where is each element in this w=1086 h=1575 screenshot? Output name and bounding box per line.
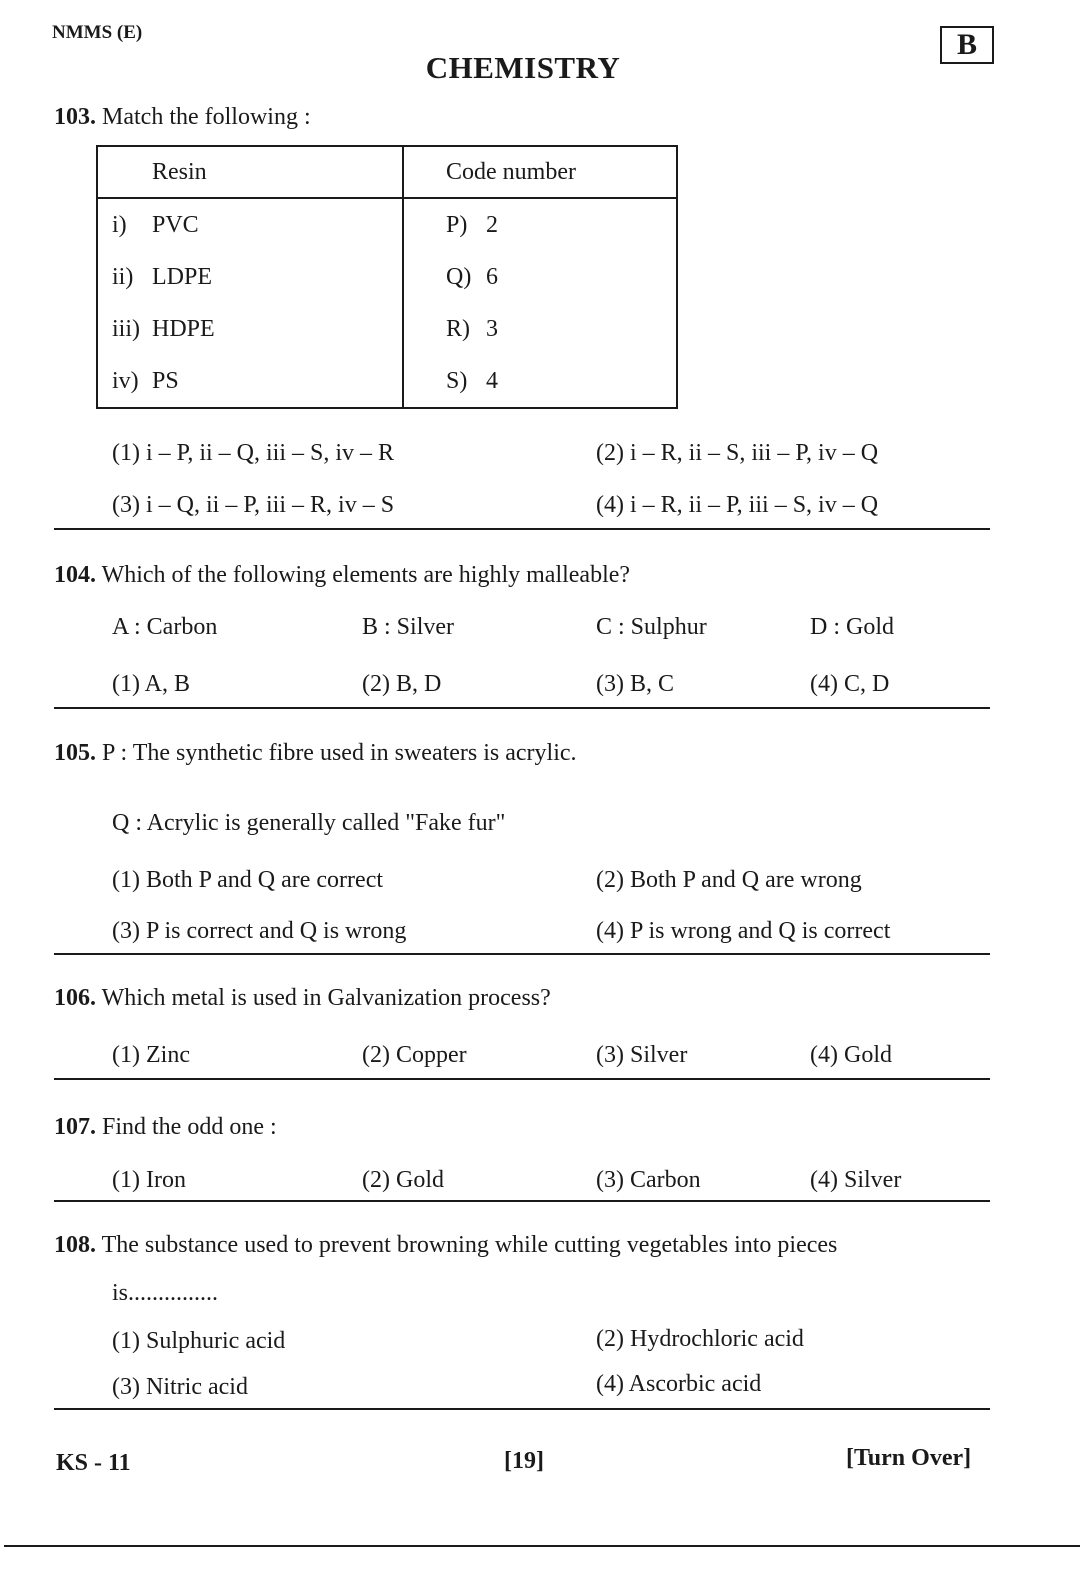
item-c: C : Sulphur <box>596 614 707 640</box>
question-text: The substance used to prevent browning while cutting vegetables into pieces <box>101 1232 838 1258</box>
page-number: [19] <box>504 1448 544 1474</box>
option-4[interactable]: (4) Silver <box>810 1167 902 1193</box>
exam-code: NMMS (E) <box>52 22 143 43</box>
divider <box>54 1200 990 1202</box>
question-108 <box>54 1232 837 1259</box>
option-2[interactable]: (2) Copper <box>362 1042 467 1068</box>
option-4[interactable]: (4) P is wrong and Q is correct <box>596 918 891 944</box>
option-2[interactable]: (2) Gold <box>362 1167 444 1193</box>
question-105 <box>54 740 577 767</box>
question-104 <box>54 562 630 589</box>
item-b: B : Silver <box>362 614 455 640</box>
subject-title: CHEMISTRY <box>425 50 621 85</box>
resin-cell <box>97 355 403 408</box>
option-3[interactable]: (3) Silver <box>596 1042 688 1068</box>
question-text: Which of the following elements are highly malleable? <box>101 562 631 588</box>
table-row <box>97 251 677 303</box>
set-badge: B <box>940 26 994 64</box>
table-row <box>97 303 677 355</box>
option-1[interactable]: (1) A, B <box>112 671 190 697</box>
table-row <box>97 355 677 408</box>
letter-label: R) <box>446 315 470 342</box>
code-value: 6 <box>486 263 498 290</box>
code-cell <box>403 198 677 251</box>
question-text: Which metal is used in Galvanization process? <box>101 985 551 1011</box>
question-number: 105. <box>54 740 96 766</box>
divider <box>54 953 990 955</box>
roman-label: iv) <box>112 367 139 394</box>
option-1[interactable]: (1) Iron <box>112 1167 186 1193</box>
option-2[interactable]: (2) Hydrochloric acid <box>596 1326 804 1352</box>
resin-name: PVC <box>152 211 199 238</box>
option-4[interactable]: (4) Gold <box>810 1042 892 1068</box>
item-a: A : Carbon <box>112 614 218 640</box>
header-code-number: Code number <box>403 146 677 198</box>
option-1[interactable]: (1) i – P, ii – Q, iii – S, iv – R <box>112 440 395 466</box>
code-cell <box>403 251 677 303</box>
footer-code: KS - 11 <box>56 1450 131 1476</box>
question-number: 108. <box>54 1232 96 1258</box>
match-table-header <box>97 146 677 198</box>
question-107 <box>54 1114 277 1141</box>
option-1[interactable]: (1) Zinc <box>112 1042 190 1068</box>
question-text-continued: is............... <box>112 1280 219 1306</box>
option-2[interactable]: (2) Both P and Q are wrong <box>596 867 862 893</box>
roman-label: iii) <box>112 315 140 342</box>
statement-p: P : The synthetic fibre used in sweaters is acrylic. <box>102 740 577 766</box>
option-3[interactable]: (3) Carbon <box>596 1167 701 1193</box>
option-3[interactable]: (3) B, C <box>596 671 674 697</box>
question-text: Match the following : <box>102 104 311 130</box>
option-3[interactable]: (3) Nitric acid <box>112 1374 248 1400</box>
turn-over-label: [Turn Over] <box>846 1445 972 1471</box>
question-number: 106. <box>54 985 96 1011</box>
code-cell <box>403 355 677 408</box>
statement-q: Q : Acrylic is generally called "Fake fur" <box>112 810 506 836</box>
option-1[interactable]: (1) Sulphuric acid <box>112 1328 286 1354</box>
resin-name: HDPE <box>152 315 215 342</box>
option-4[interactable]: (4) C, D <box>810 671 890 697</box>
letter-label: P) <box>446 211 468 238</box>
option-4[interactable]: (4) i – R, ii – P, iii – S, iv – Q <box>596 492 879 518</box>
code-value: 3 <box>486 315 498 342</box>
option-4[interactable]: (4) Ascorbic acid <box>596 1371 762 1397</box>
option-3[interactable]: (3) P is correct and Q is wrong <box>112 918 407 944</box>
code-cell <box>403 303 677 355</box>
question-number: 104. <box>54 562 96 588</box>
resin-cell <box>97 251 403 303</box>
roman-label: ii) <box>112 263 134 290</box>
question-number: 107. <box>54 1114 96 1140</box>
option-2[interactable]: (2) B, D <box>362 671 442 697</box>
option-2[interactable]: (2) i – R, ii – S, iii – P, iv – Q <box>596 440 879 466</box>
code-value: 4 <box>486 367 498 394</box>
letter-label: Q) <box>446 263 472 290</box>
resin-name: PS <box>152 367 179 394</box>
resin-cell <box>97 198 403 251</box>
divider <box>54 528 990 530</box>
divider <box>54 707 990 709</box>
page-bottom-rule <box>4 1545 1080 1547</box>
resin-name: LDPE <box>152 263 212 290</box>
option-3[interactable]: (3) i – Q, ii – P, iii – R, iv – S <box>112 492 395 518</box>
resin-cell <box>97 303 403 355</box>
divider <box>54 1078 990 1080</box>
option-1[interactable]: (1) Both P and Q are correct <box>112 867 384 893</box>
code-value: 2 <box>486 211 498 238</box>
question-106 <box>54 985 551 1012</box>
table-row <box>97 198 677 251</box>
match-table <box>96 145 678 409</box>
question-number: 103. <box>54 104 96 130</box>
roman-label: i) <box>112 211 127 238</box>
question-103 <box>54 104 311 131</box>
item-d: D : Gold <box>810 614 894 640</box>
letter-label: S) <box>446 367 468 394</box>
divider <box>54 1408 990 1410</box>
question-text: Find the odd one : <box>102 1114 277 1140</box>
header-resin: Resin <box>97 146 403 198</box>
